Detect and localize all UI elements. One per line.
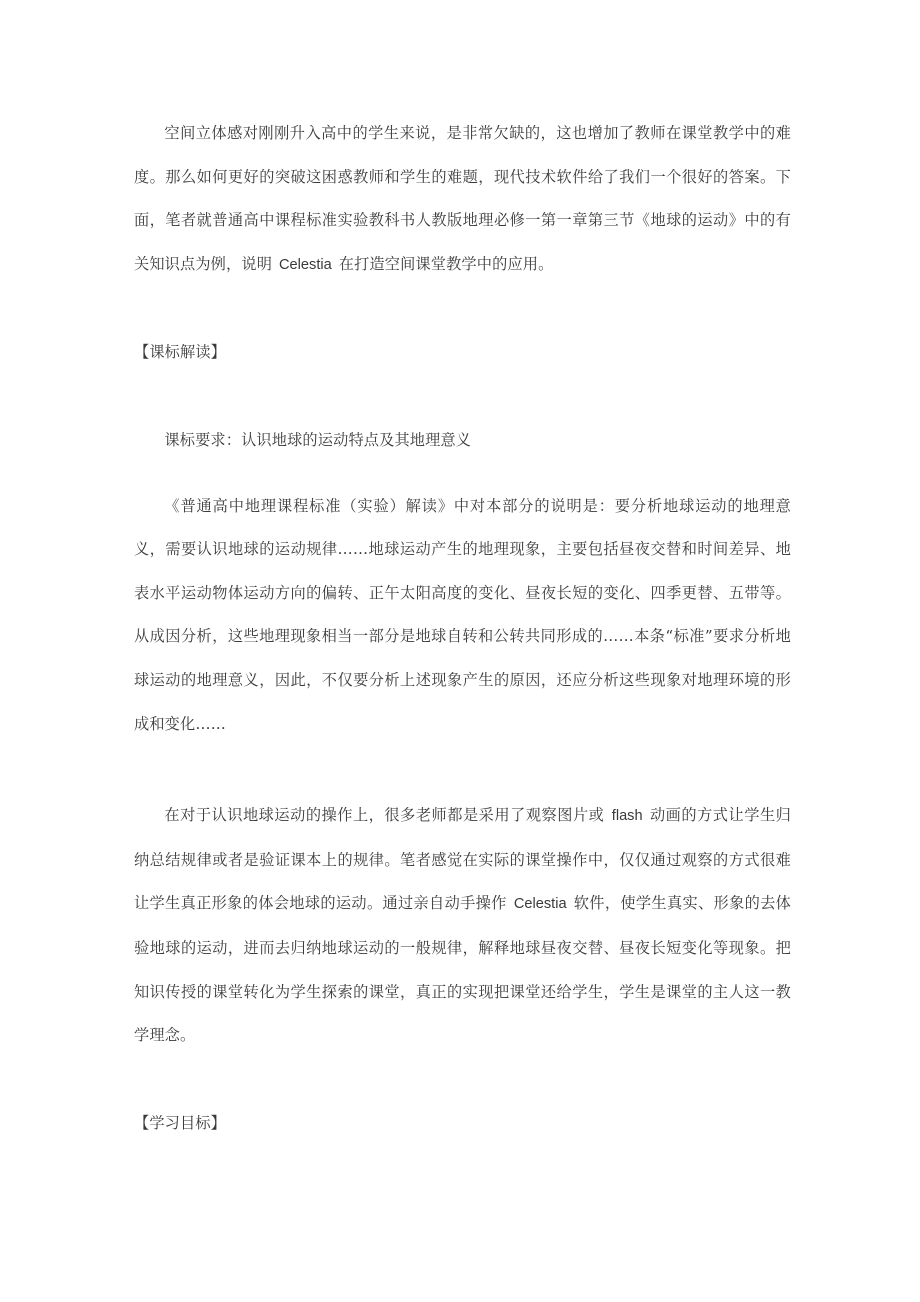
paragraph-intro — [134, 112, 791, 287]
latin-term: Celestia — [279, 256, 332, 273]
paragraph-standard-quote: 《普通高中地理课程标准（实验）解读》中对本部分的说明是：要分析地球运动的地理意义，需要认识地球的运动规律……地球运动产生的地理现象，主要包括昼夜交替和时间差异、地表水平运动物体运动方向的偏转、正午太阳高度的变化、昼夜长短的变化、四季更替、五带等。从成因分析，这些地理现象相当一部分是地球自转和公转共同形成的……本条“标准”要求分析地球运动的地理意义，因此，不仅要分析上述现象产生的原因，还应分析这些现象对地理环境的形成和变化…… — [134, 496, 791, 733]
spacer-before-quote — [134, 463, 791, 485]
document-content — [134, 112, 791, 1145]
latin-term: Celestia — [513, 896, 567, 913]
heading-learning-objectives: 【学习目标】 — [134, 1113, 227, 1132]
latin-term: flash — [611, 808, 643, 825]
spacer-after-heading-1 — [134, 375, 791, 419]
heading-curriculum-interpretation: 【课标解读】 — [134, 343, 227, 362]
spacer-after-practice — [134, 1058, 791, 1102]
paragraph-curriculum-requirement: 课标要求：认识地球的运动特点及其地理意义 — [164, 430, 472, 449]
paragraph-intro-text: 空间立体感对刚刚升入高中的学生来说，是非常欠缺的，这也增加了教师在课堂教学中的难度。那么如何更好的突破这困惑教师和学生的难题，现代技术软件给了我们一个很好的答案。下面，笔者就普通高中课程标准实验教科书人教版地理必修一第一章第三节《地球的运动》中的有关知识点为例，说明 Celestia 在打造空间课堂教学中的应用。 — [134, 124, 791, 273]
paragraph-classroom-practice: 在对于认识地球运动的操作上，很多老师都是采用了观察图片或 flash 动画的方式让学生归纳总结规律或者是验证课本上的规律。笔者感觉在实际的课堂操作中，仅仅通过观察的方式很难让学生真正形象的体会地球的运动。通过亲自动手操作 Celestia 软件，使学生真实、形象的去体验地球的运动，进而去归纳地球运动的一般规律，解释地球昼夜交替、昼夜长短变化等现象。把知识传授的课堂转化为学生探索的课堂，真正的实现把课堂还给学生，学生是课堂的主人这一教学理念。 — [134, 806, 792, 1045]
spacer-before-practice — [134, 746, 791, 794]
spacer-after-intro — [134, 287, 791, 331]
